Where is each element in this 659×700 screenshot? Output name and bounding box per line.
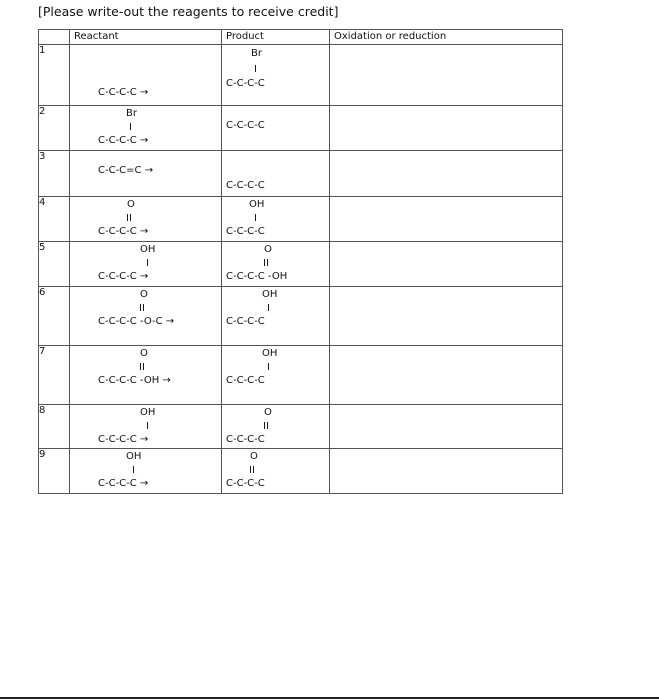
reactant-cell bbox=[70, 242, 222, 287]
product-cell bbox=[222, 287, 330, 346]
reactant-chain: C-C-C-C -O-C → bbox=[98, 316, 175, 327]
reactant-cell bbox=[70, 151, 222, 197]
product-bond: II bbox=[263, 258, 269, 269]
page-bottom-rule bbox=[0, 697, 659, 699]
product-cell bbox=[222, 45, 330, 106]
reactant-chain: C-C-C-C → bbox=[98, 434, 149, 445]
reactant-chain: C-C-C-C -OH → bbox=[98, 375, 171, 386]
product-bond: II bbox=[263, 421, 269, 432]
product-bond: I bbox=[267, 362, 270, 373]
table-row bbox=[39, 405, 563, 449]
reactant-substituent: O bbox=[140, 348, 148, 359]
row-number: 1 bbox=[39, 45, 70, 106]
reactant-chain: C-C-C=C → bbox=[98, 165, 154, 176]
header-row bbox=[39, 30, 563, 45]
header-oxidation-reduction: Oxidation or reduction bbox=[330, 30, 563, 45]
product-chain: C-C-C-C bbox=[226, 434, 265, 445]
product-cell bbox=[222, 346, 330, 405]
reactant-substituent: Br bbox=[126, 108, 137, 119]
product-bond: I bbox=[254, 64, 257, 75]
product-cell bbox=[222, 106, 330, 151]
product-cell bbox=[222, 242, 330, 287]
answer-cell[interactable] bbox=[330, 405, 563, 449]
reactant-bond: II bbox=[126, 213, 132, 224]
product-chain: C-C-C-C bbox=[226, 226, 265, 237]
product-cell bbox=[222, 197, 330, 242]
product-chain: C-C-C-C bbox=[226, 78, 265, 89]
product-substituent: O bbox=[264, 244, 272, 255]
row-number: 6 bbox=[39, 287, 70, 346]
answer-cell[interactable] bbox=[330, 151, 563, 197]
row-number: 2 bbox=[39, 106, 70, 151]
table-row bbox=[39, 106, 563, 151]
table-row bbox=[39, 197, 563, 242]
product-cell bbox=[222, 151, 330, 197]
product-chain: C-C-C-C bbox=[226, 375, 265, 386]
table-row bbox=[39, 449, 563, 494]
reactant-substituent: O bbox=[140, 289, 148, 300]
reactant-bond: I bbox=[146, 421, 149, 432]
row-number: 5 bbox=[39, 242, 70, 287]
product-cell bbox=[222, 405, 330, 449]
product-substituent: O bbox=[250, 451, 258, 462]
reactant-cell bbox=[70, 287, 222, 346]
row-number: 3 bbox=[39, 151, 70, 197]
reactant-chain: C-C-C-C → bbox=[98, 478, 149, 489]
reactant-bond: II bbox=[139, 362, 145, 373]
product-cell bbox=[222, 449, 330, 494]
table-row bbox=[39, 45, 563, 106]
reactant-chain: C-C-C-C → bbox=[98, 226, 149, 237]
reaction-table bbox=[38, 29, 563, 494]
reactant-bond: I bbox=[146, 258, 149, 269]
answer-cell[interactable] bbox=[330, 346, 563, 405]
product-bond: II bbox=[249, 465, 255, 476]
reactant-substituent: OH bbox=[140, 244, 156, 255]
reactant-substituent: OH bbox=[126, 451, 142, 462]
table-row bbox=[39, 287, 563, 346]
reactant-cell bbox=[70, 197, 222, 242]
product-substituent: OH bbox=[262, 289, 278, 300]
row-number: 7 bbox=[39, 346, 70, 405]
instruction-text: [Please write-out the reagents to receive credit] bbox=[38, 4, 339, 19]
answer-cell[interactable] bbox=[330, 242, 563, 287]
table-row bbox=[39, 151, 563, 197]
product-substituent: OH bbox=[249, 199, 265, 210]
reactant-cell bbox=[70, 449, 222, 494]
reactant-chain: C-C-C-C → bbox=[98, 135, 149, 146]
product-bond: I bbox=[254, 213, 257, 224]
reactant-chain: C-C-C-C → bbox=[98, 271, 149, 282]
product-chain: C-C-C-C -OH bbox=[226, 271, 288, 282]
product-bond: I bbox=[267, 303, 270, 314]
reactant-bond: I bbox=[132, 465, 135, 476]
reactant-cell bbox=[70, 346, 222, 405]
reactant-substituent: O bbox=[127, 199, 135, 210]
product-substituent: OH bbox=[262, 348, 278, 359]
reactant-cell bbox=[70, 106, 222, 151]
table-row bbox=[39, 346, 563, 405]
reactant-cell bbox=[70, 45, 222, 106]
table-row bbox=[39, 242, 563, 287]
product-substituent: Br bbox=[251, 48, 262, 59]
product-chain: C-C-C-C bbox=[226, 478, 265, 489]
answer-cell[interactable] bbox=[330, 45, 563, 106]
reactant-bond: I bbox=[129, 122, 132, 133]
reactant-substituent: OH bbox=[140, 407, 156, 418]
product-chain: C-C-C-C bbox=[226, 180, 265, 191]
header-product: Product bbox=[222, 30, 330, 45]
reactant-chain: C-C-C-C → bbox=[98, 87, 149, 98]
header-reactant: Reactant bbox=[70, 30, 222, 45]
answer-cell[interactable] bbox=[330, 449, 563, 494]
reactant-bond: II bbox=[139, 303, 145, 314]
row-number: 8 bbox=[39, 405, 70, 449]
product-chain: C-C-C-C bbox=[226, 316, 265, 327]
answer-cell[interactable] bbox=[330, 106, 563, 151]
reactant-cell bbox=[70, 405, 222, 449]
row-number: 9 bbox=[39, 449, 70, 494]
answer-cell[interactable] bbox=[330, 287, 563, 346]
row-number: 4 bbox=[39, 197, 70, 242]
product-substituent: O bbox=[264, 407, 272, 418]
product-chain: C-C-C-C bbox=[226, 120, 265, 131]
header-number bbox=[39, 30, 70, 45]
answer-cell[interactable] bbox=[330, 197, 563, 242]
